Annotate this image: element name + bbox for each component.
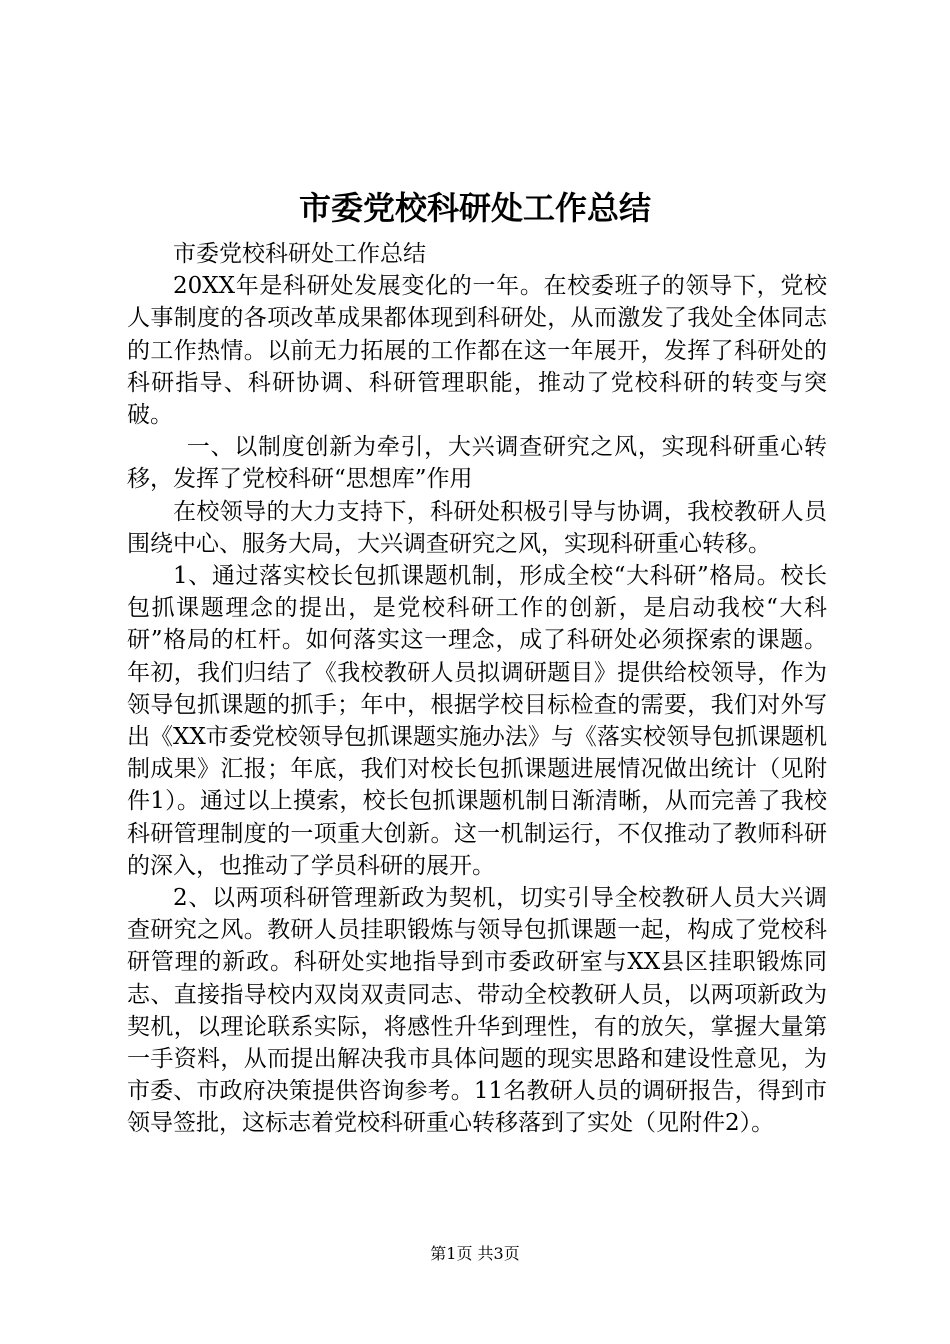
section-heading-1: 一、以制度创新为牵引，大兴调查研究之风，实现科研重心转移，发挥了党校科研“思想库”作用 — [127, 434, 827, 493]
paragraph-intro: 20XX年是科研处发展变化的一年。在校委班子的领导下，党校人事制度的各项改革成果都体现到科研处，从而激发了我处全体同志的工作热情。以前无力拓展的工作都在这一年展开，发挥了科研处的科研指导、科研协调、科研管理职能，推动了党校科研的转变与突破。 — [127, 273, 827, 429]
paragraph-section-1-intro: 在校领导的大力支持下，科研处积极引导与协调，我校教研人员围绕中心、服务大局，大兴调查研究之风，实现科研重心转移。 — [127, 498, 827, 557]
document-title: 市委党校科研处工作总结 — [298, 189, 651, 227]
paragraph-subtitle: 市委党校科研处工作总结 — [173, 241, 426, 267]
page-footer: 第1页 共3页 — [430, 1244, 520, 1263]
paragraph-item-2: 2、以两项科研管理新政为契机，切实引导全校教研人员大兴调查研究之风。教研人员挂职锻炼与领导包抓课题一起，构成了党校科研管理的新政。科研处实地指导到市委政研室与XX县区挂职锻炼同志、直接指导校内双岗双责同志、带动全校教研人员，以两项新政为契机，以理论联系实际，将感性升华到理性，有的放矢，掌握大量第一手资料，从而提出解决我市具体问题的现实思路和建设性意见，为市委、市政府决策提供咨询参考。11名教研人员的调研报告，得到市领导签批，这标志着党校科研重心转移落到了实处（见附件2）。 — [127, 885, 827, 1137]
document-body — [127, 238, 827, 1140]
paragraph-item-1: 1、通过落实校长包抓课题机制，形成全校“大科研”格局。校长包抓课题理念的提出，是党校科研工作的创新，是启动我校“大科研”格局的杠杆。如何落实这一理念，成了科研处必须探索的课题。年初，我们归结了《我校教研人员拟调研题目》提供给校领导，作为领导包抓课题的抓手；年中，根据学校目标检查的需要，我们对外写出《XX市委党校领导包抓课题实施办法》与《落实校领导包抓课题机制成果》汇报；年底，我们对校长包抓课题进展情况做出统计（见附件1）。通过以上摸索，校长包抓课题机制日渐清晰，从而完善了我校科研管理制度的一项重大创新。这一机制运行，不仅推动了教师科研的深入，也推动了学员科研的展开。 — [127, 563, 827, 879]
